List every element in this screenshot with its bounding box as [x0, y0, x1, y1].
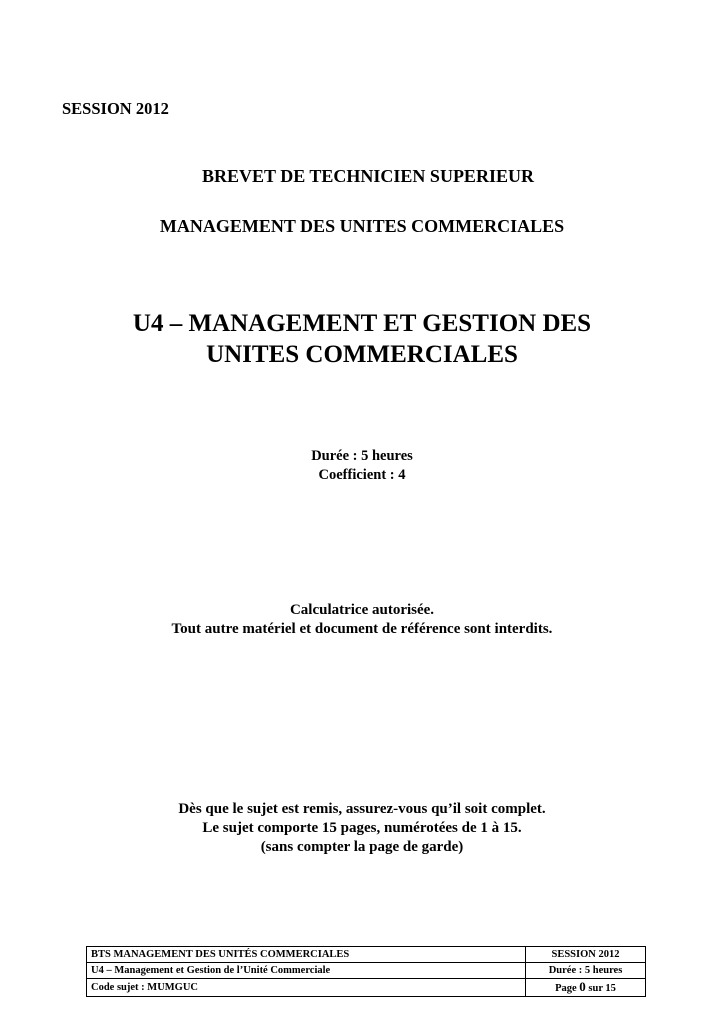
- calculator-text: Calculatrice autorisée.: [289, 602, 435, 618]
- page-prefix: Page: [555, 983, 577, 994]
- specialty-title: MANAGEMENT DES UNITES COMMERCIALES: [159, 216, 565, 236]
- unit-title: [0, 308, 724, 370]
- completeness-line3: (sans compter la page de garde): [260, 839, 464, 855]
- footer-row: [87, 963, 646, 979]
- footer-row: [87, 947, 646, 963]
- exam-info-block: [0, 447, 724, 485]
- footer-duration: Durée : 5 heures: [526, 963, 646, 979]
- footer-row: [87, 979, 646, 997]
- footer-program: BTS MANAGEMENT DES UNITÉS COMMERCIALES: [87, 947, 526, 963]
- diploma-title: BREVET DE TECHNICIEN SUPERIEUR: [202, 166, 534, 186]
- page-number: 0: [579, 979, 586, 994]
- footer-table: [86, 946, 646, 997]
- footer-page: [526, 979, 646, 997]
- footer-unit: U4 – Management et Gestion de l’Unité Commerciale: [87, 963, 526, 979]
- footer-code: Code sujet : MUMGUC: [87, 979, 526, 997]
- coefficient-text: Coefficient : 4: [318, 467, 406, 483]
- duration-text: Durée : 5 heures: [311, 448, 413, 464]
- unit-title-line2: UNITES COMMERCIALES: [206, 341, 518, 368]
- completeness-line2: Le sujet comporte 15 pages, numérotées de 1 à 15.: [202, 820, 522, 836]
- page-suffix: sur 15: [588, 983, 616, 994]
- session-label: SESSION 2012: [62, 99, 169, 118]
- instructions-block: [0, 601, 724, 639]
- unit-title-line1: U4 – MANAGEMENT ET GESTION DES: [132, 310, 592, 337]
- completeness-block: [0, 800, 724, 857]
- footer-session: SESSION 2012: [526, 947, 646, 963]
- materials-text: Tout autre matériel et document de référence sont interdits.: [171, 621, 553, 637]
- completeness-line1: Dès que le sujet est remis, assurez-vous qu’il soit complet.: [178, 801, 546, 817]
